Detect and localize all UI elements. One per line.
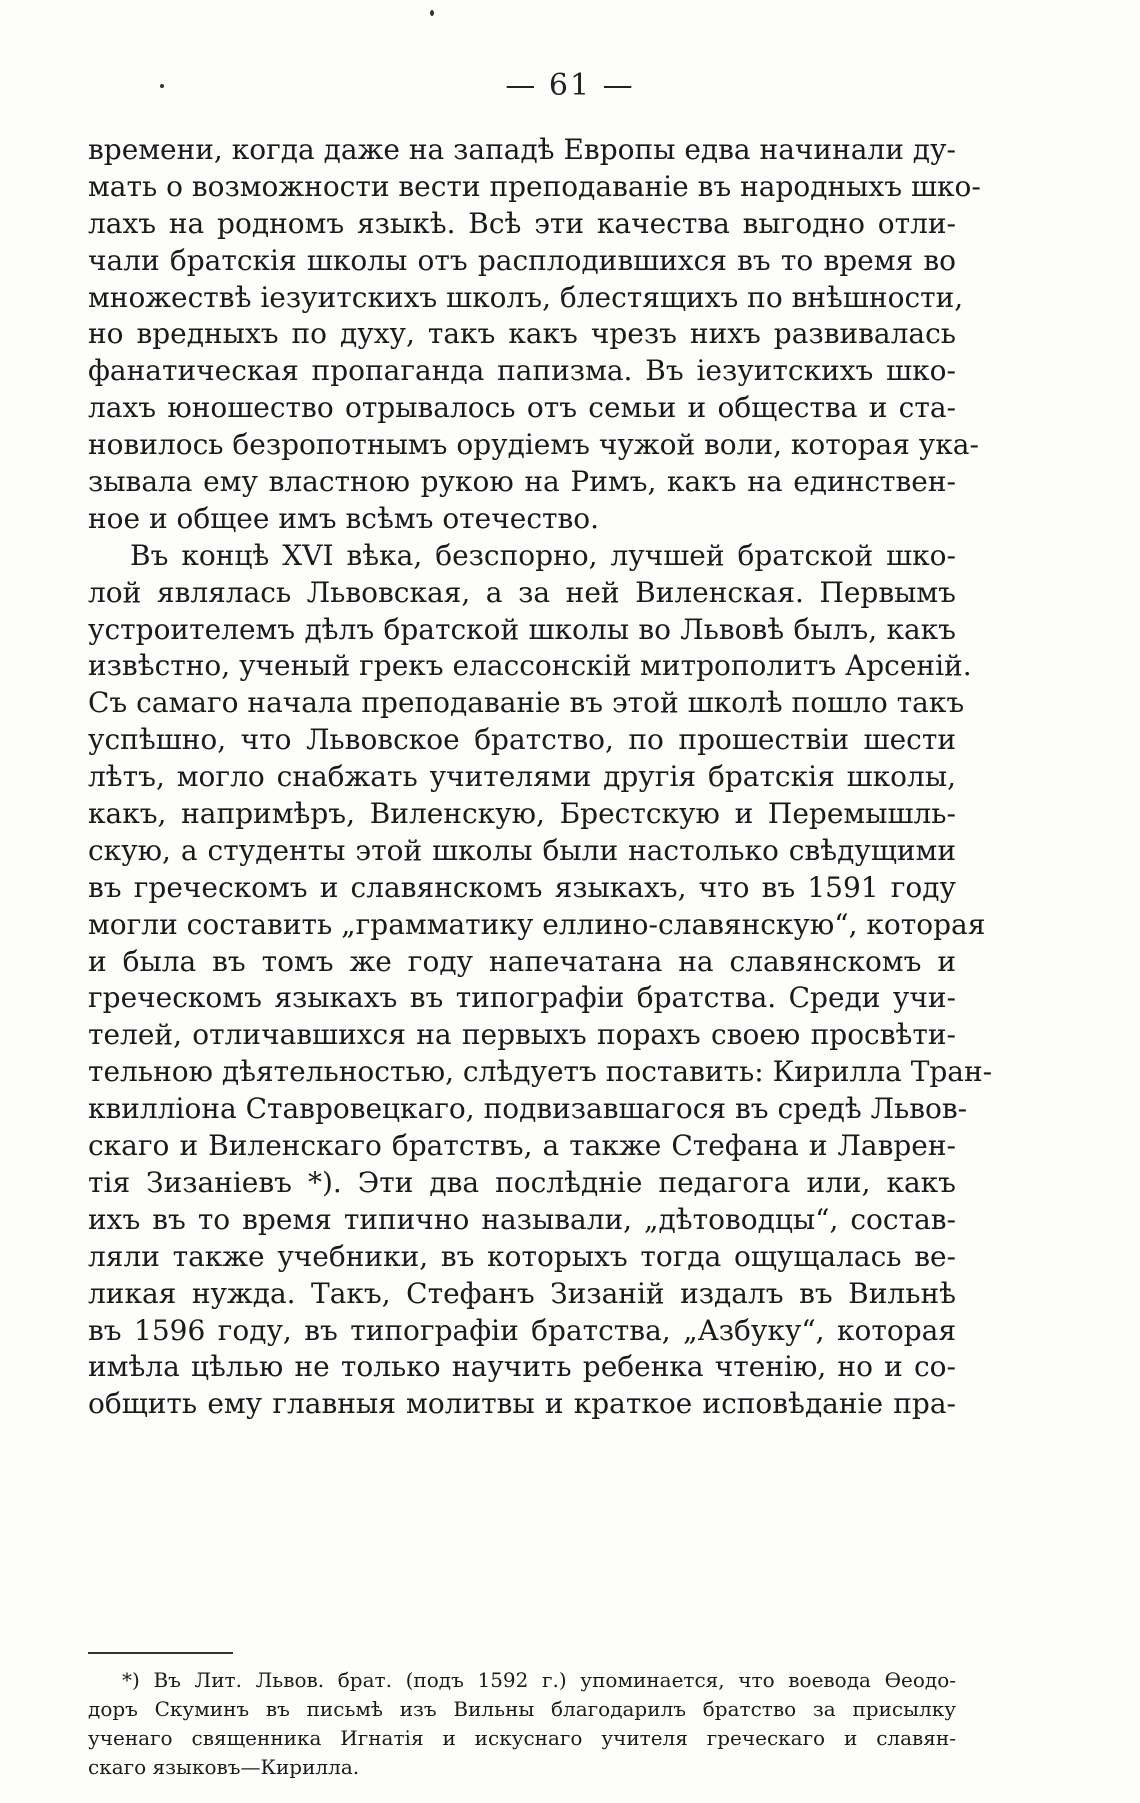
text-line: устроителемъ дѣлъ братской школы во Львовѣ былъ, какъ <box>88 612 956 646</box>
text-line: новилось безропотнымъ орудіемъ чужой воли, которая ука- <box>88 428 979 462</box>
footnote-line: доръ Скуминъ въ письмѣ изъ Вильны благодарилъ братство за присылку <box>88 1697 956 1721</box>
footnote-line: *) Въ Лит. Львов. брат. (подъ 1592 г.) упоминается, что воевода Ѳеодо- <box>122 1668 956 1692</box>
text-line: въ греческомъ и славянскомъ языкахъ, что въ 1591 году <box>88 870 956 904</box>
text-line: лахъ на родномъ языкѣ. Всѣ эти качества выгодно отли- <box>88 206 956 240</box>
text-line: успѣшно, что Львовское братство, по прошествіи шести <box>88 723 956 757</box>
paragraph-2 <box>88 538 993 1423</box>
text-line: фанатическая пропаганда папизма. Въ іезуитскихъ шко- <box>88 354 956 388</box>
text-line: общить ему главныя молитвы и краткое исповѣданіе пра- <box>88 1387 956 1421</box>
text-line: въ 1596 году, въ типографіи братства, „Азбуку“, которая <box>88 1313 956 1347</box>
text-line: множествѣ іезуитскихъ школъ, блестящихъ по внѣшности, <box>88 280 964 314</box>
text-line: чали братскія школы отъ расплодившихся въ то время во <box>88 243 956 277</box>
text-line: лахъ юношество отрывалось отъ семьи и общества и ста- <box>88 391 956 425</box>
text-line: извѣстно, ученый грекъ елассонскій митрополитъ Арсеній. <box>88 649 972 683</box>
text-line: тельною дѣятельностью, слѣдуетъ поставить: Кирилла Тран- <box>88 1055 993 1089</box>
text-line: имѣла цѣлью не только научить ребенка чтенію, но и со- <box>88 1350 956 1384</box>
text-line: лой являлась Львовская, а за ней Виленская. Первымъ <box>88 575 956 609</box>
footnote-divider <box>88 1652 233 1654</box>
page-number: — 61 — <box>505 68 635 103</box>
footnote-line: скаго языковъ—Кирилла. <box>88 1755 360 1779</box>
text-line: греческомъ языкахъ въ типографіи братства. Среди учи- <box>88 981 956 1015</box>
text-line: могли составить „грамматику еллино-славянскую“, которая <box>88 907 986 941</box>
text-line: какъ, напримѣръ, Виленскую, Брестскую и Перемышль- <box>88 797 956 831</box>
text-line: телей, отличавшихся на первыхъ порахъ своею просвѣти- <box>88 1018 956 1052</box>
text-line: скаго и Виленскаго братствъ, а также Стефана и Лаврен- <box>88 1129 956 1163</box>
text-line: времени, когда даже на западѣ Европы едва начинали ду- <box>88 133 956 166</box>
text-line: скую, а студенты этой школы были настолько свѣдущими <box>88 833 956 867</box>
text-line: Съ самаго начала преподаваніе въ этой школѣ пошло такъ <box>88 686 965 720</box>
text-line: зывала ему властною рукою на Римъ, какъ на единствен- <box>88 465 956 499</box>
body-text <box>88 132 993 1423</box>
text-line: квилліона Ставровецкаго, подвизавшагося въ средѣ Львов- <box>88 1092 968 1126</box>
footnote <box>88 1666 956 1782</box>
text-line: ляли также учебники, въ которыхъ тогда ощущалась ве- <box>88 1239 956 1273</box>
ink-speck <box>430 10 434 16</box>
text-line: мать о возможности вести преподаваніе въ народныхъ шко- <box>88 169 981 203</box>
text-line: ихъ въ то время типично называли, „дѣтоводцы“, состав- <box>88 1202 956 1236</box>
text-line: но вредныхъ по духу, такъ какъ чрезъ нихъ развивалась <box>88 317 956 351</box>
text-line: тія Зизаніевъ *). Эти два послѣдніе педагога или, какъ <box>88 1165 956 1199</box>
footnote-line: ученаго священника Игнатія и искуснаго учителя греческаго и славян- <box>88 1726 956 1750</box>
text-line: ликая нужда. Такъ, Стефанъ Зизаній издалъ въ Вильнѣ <box>88 1276 956 1310</box>
text-line: лѣтъ, могло снабжать учителями другія братскія школы, <box>88 760 956 794</box>
text-line: Въ концѣ XVI вѣка, безспорно, лучшей братской шко- <box>130 538 956 572</box>
text-line: и была въ томъ же году напечатана на славянскомъ и <box>88 944 956 978</box>
paragraph-1 <box>88 132 981 538</box>
text-line: ное и общее имъ всѣмъ отечество. <box>88 501 600 535</box>
